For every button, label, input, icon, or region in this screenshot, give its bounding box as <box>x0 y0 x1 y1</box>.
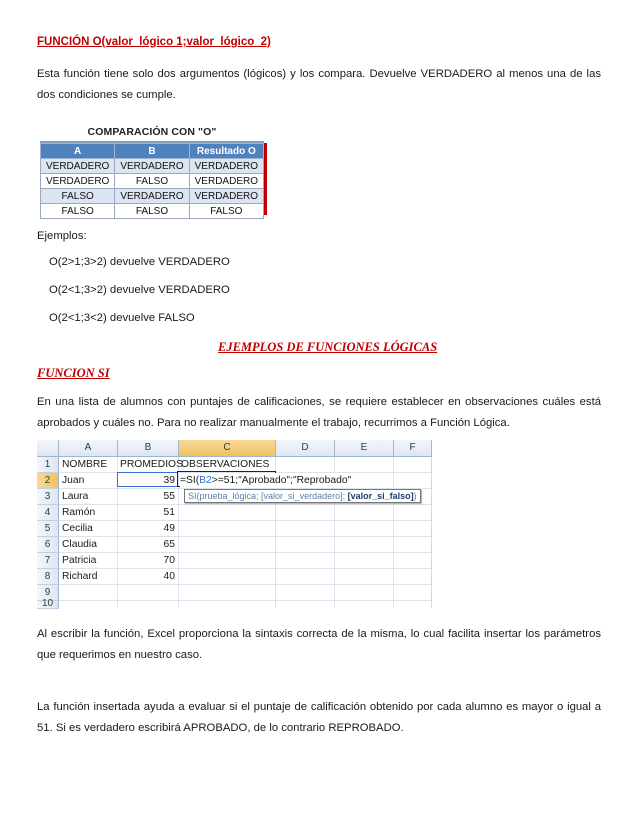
comparison-header-row <box>41 144 264 159</box>
cell-score[interactable]: 70 <box>163 555 175 566</box>
gridline <box>59 536 431 537</box>
comparison-cell: FALSO <box>115 174 189 189</box>
column-header: B <box>118 440 179 457</box>
column-header: C <box>179 440 276 457</box>
formula-arguments: >=51;"Aprobado";"Reprobado" <box>211 475 352 486</box>
tooltip-syntax: SI(prueba_lógica; [valor_si_verdadero]; <box>188 491 348 501</box>
comparison-cell: VERDADERO <box>189 159 263 174</box>
cell-score[interactable]: 40 <box>163 571 175 582</box>
cell-name[interactable]: Richard <box>62 571 98 582</box>
comparison-header-cell: A <box>41 144 115 159</box>
column-header: A <box>59 440 118 457</box>
comparison-table-title: COMPARACIÓN CON "O" <box>87 126 217 138</box>
header-cell-observaciones[interactable]: OBSERVACIONES <box>181 459 270 470</box>
example-item: O(2<1;3>2) devuelve VERDADERO <box>49 284 230 296</box>
row-header: 6 <box>37 537 59 553</box>
excel-screenshot <box>37 440 432 608</box>
row-header: 3 <box>37 489 59 505</box>
formula-function: =SI( <box>180 475 200 486</box>
column-header: D <box>276 440 335 457</box>
row-header: 2 <box>37 473 59 489</box>
comparison-cell: FALSO <box>41 204 115 219</box>
gridline <box>393 457 394 608</box>
formula-reference: B2 <box>199 475 212 486</box>
cell-name[interactable]: Juan <box>62 475 85 486</box>
gridline <box>59 520 431 521</box>
row-header: 4 <box>37 505 59 521</box>
gridline <box>59 552 431 553</box>
cell-score[interactable]: 51 <box>163 507 175 518</box>
cell-name[interactable]: Laura <box>62 491 89 502</box>
si-function-subheading: FUNCION SI <box>37 366 110 380</box>
gridline <box>59 584 431 585</box>
comparison-cell: VERDADERO <box>41 159 115 174</box>
select-all-corner <box>37 440 59 457</box>
comparison-cell: VERDADERO <box>189 174 263 189</box>
gridline <box>59 504 431 505</box>
cell-score[interactable]: 55 <box>163 491 175 502</box>
comparison-header-cell: B <box>115 144 189 159</box>
cell-name[interactable]: Patricia <box>62 555 97 566</box>
comparison-cell: VERDADERO <box>41 174 115 189</box>
formula-text[interactable] <box>180 473 353 488</box>
row-header: 9 <box>37 585 59 601</box>
comparison-row <box>41 204 264 219</box>
comparison-table-edge <box>264 143 267 215</box>
cell-score[interactable]: 49 <box>163 523 175 534</box>
cell-score[interactable]: 39 <box>163 475 175 486</box>
row-header-label: 10 <box>41 598 54 609</box>
row-header: 8 <box>37 569 59 585</box>
comparison-cell: VERDADERO <box>189 189 263 204</box>
si-function-description: En una lista de alumnos con puntajes de calificaciones, se requiere establecer en observaciones cuáles está aprobados y cuáles no. Para no realizar manualmente el trabajo, recurrimos a Función Lógica. <box>37 396 601 429</box>
examples-label: Ejemplos: <box>37 230 87 242</box>
comparison-header-cell: Resultado O <box>189 144 263 159</box>
closing-paragraph-1: Al escribir la función, Excel proporciona la sintaxis correcta de la misma, lo cual facilita insertar los parámetros que requerimos en nuestro caso. <box>37 628 601 661</box>
row-header: 1 <box>37 457 59 473</box>
section-title-o-function: FUNCIÓN O(valor_lógico 1;valor_lógico_2) <box>37 36 271 48</box>
comparison-row <box>41 189 264 204</box>
example-item: O(2>1;3>2) devuelve VERDADERO <box>49 256 230 268</box>
o-function-description: Esta función tiene solo dos argumentos (lógicos) y los compara. Devuelve VERDADERO al menos una de las dos condiciones se cumple. <box>37 68 601 101</box>
row-header: 7 <box>37 553 59 569</box>
cell-name[interactable]: Cecilia <box>62 523 93 534</box>
gridline <box>59 600 431 601</box>
comparison-cell: VERDADERO <box>115 189 189 204</box>
tooltip-close-paren: ) <box>413 491 417 501</box>
cell-name[interactable]: Claudia <box>62 539 97 550</box>
column-header: E <box>335 440 394 457</box>
cell-score[interactable]: 65 <box>163 539 175 550</box>
comparison-cell: VERDADERO <box>115 159 189 174</box>
comparison-cell: FALSO <box>41 189 115 204</box>
referenced-cell-b2 <box>117 472 178 487</box>
syntax-tooltip <box>184 489 421 503</box>
comparison-table-image <box>40 126 264 217</box>
comparison-cell: FALSO <box>115 204 189 219</box>
comparison-cell: FALSO <box>189 204 263 219</box>
gridline <box>59 568 431 569</box>
row-header: 5 <box>37 521 59 537</box>
comparison-row <box>41 174 264 189</box>
closing-paragraph-2: La función insertada ayuda a evaluar si el puntaje de calificación obtenido por cada alumno es mayor o igual a 51. Si es verdadero escribirá APROBADO, de lo contrario REPROBADO. <box>37 701 601 734</box>
comparison-row <box>41 159 264 174</box>
header-cell-nombre[interactable]: NOMBRE <box>62 459 108 470</box>
header-cell-promedios[interactable]: PROMEDIOS <box>120 459 183 470</box>
example-item: O(2<1;3<2) devuelve FALSO <box>49 312 195 324</box>
comparison-table <box>40 143 264 219</box>
cell-name[interactable]: Ramón <box>62 507 96 518</box>
tooltip-active-argument: [valor_si_falso] <box>347 491 414 501</box>
logical-functions-heading: EJEMPLOS DE FUNCIONES LÓGICAS <box>218 340 438 354</box>
column-header: F <box>394 440 432 457</box>
